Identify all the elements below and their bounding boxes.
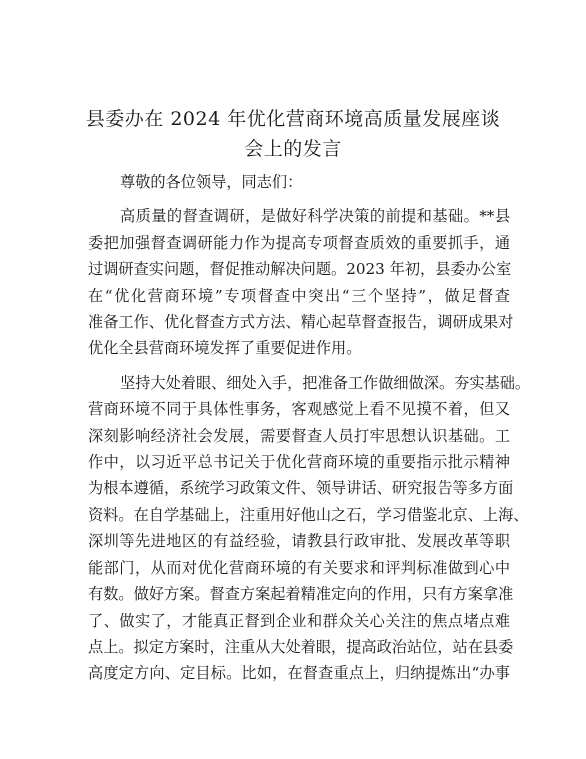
- paragraph-line: 能部门，从而对优化营商环境的有关要求和评判标准做到心中: [88, 558, 510, 577]
- paragraph-line: 过调研查实问题，督促推动解决问题。2023 年初，县委办公室: [88, 260, 512, 279]
- paragraph-line: 点上。拟定方案时，注重从大处着眼，提高政治站位，站在县委: [88, 637, 514, 656]
- paragraph-line: 有数。做好方案。督查方案起着精准定向的作用，只有方案拿准: [88, 585, 514, 604]
- salutation-text: 尊敬的各位领导，同志们：: [120, 173, 303, 191]
- paragraph-line: 深圳等先进地区的有益经验，请教县行政审批、发展改革等职: [88, 532, 510, 551]
- paragraph-line: 坚持大处着眼、细处入手，把准备工作做细做深。夯实基础。: [120, 373, 531, 392]
- paragraph-line: 优化全县营商环境发挥了重要促进作用。: [88, 339, 362, 358]
- paragraph-line: 委把加强督查调研能力作为提高专项督查质效的重要抓手，通: [88, 233, 510, 252]
- paragraph-line: 高质量的督查调研，是做好科学决策的前提和基础。**县: [120, 207, 510, 226]
- paragraph-1: [88, 203, 514, 361]
- title-line-2: 会上的发言: [244, 138, 342, 160]
- paragraph-line: 营商环境不同于具体性事务，客观感觉上看不见摸不着，但又: [88, 400, 510, 419]
- document-title: [60, 104, 526, 164]
- salutation: [88, 169, 510, 195]
- paragraph-line: 深刻影响经济社会发展，需要督查人员打牢思想认识基础。工: [88, 426, 510, 445]
- title-line-1: 县委办在 2024 年优化营商环境高质量发展座谈: [85, 108, 501, 130]
- paragraph-line: 为根本遵循，系统学习政策文件、领导讲话、研究报告等多方面: [88, 479, 514, 498]
- document-body: [88, 169, 531, 687]
- paragraph-line: 高度定方向、定目标。比如，在督查重点上，归纳提炼出“办事: [88, 664, 510, 683]
- paragraph-line: 在“优化营商环境”专项督查中突出“三个坚持”，做足督查: [88, 286, 510, 305]
- paragraph-line: 准备工作、优化督查方式方法、精心起草督查报告，调研成果对: [88, 313, 514, 332]
- paragraph-line: 作中，以习近平总书记关于优化营商环境的重要指示批示精神: [88, 453, 510, 472]
- paragraph-line: 资料。在自学基础上，注重用好他山之石，学习借鉴北京、上海、: [88, 505, 529, 524]
- paragraph-line: 了、做实了，才能真正督到企业和群众关心关注的焦点堵点难: [88, 611, 510, 630]
- paragraph-2: [88, 370, 531, 687]
